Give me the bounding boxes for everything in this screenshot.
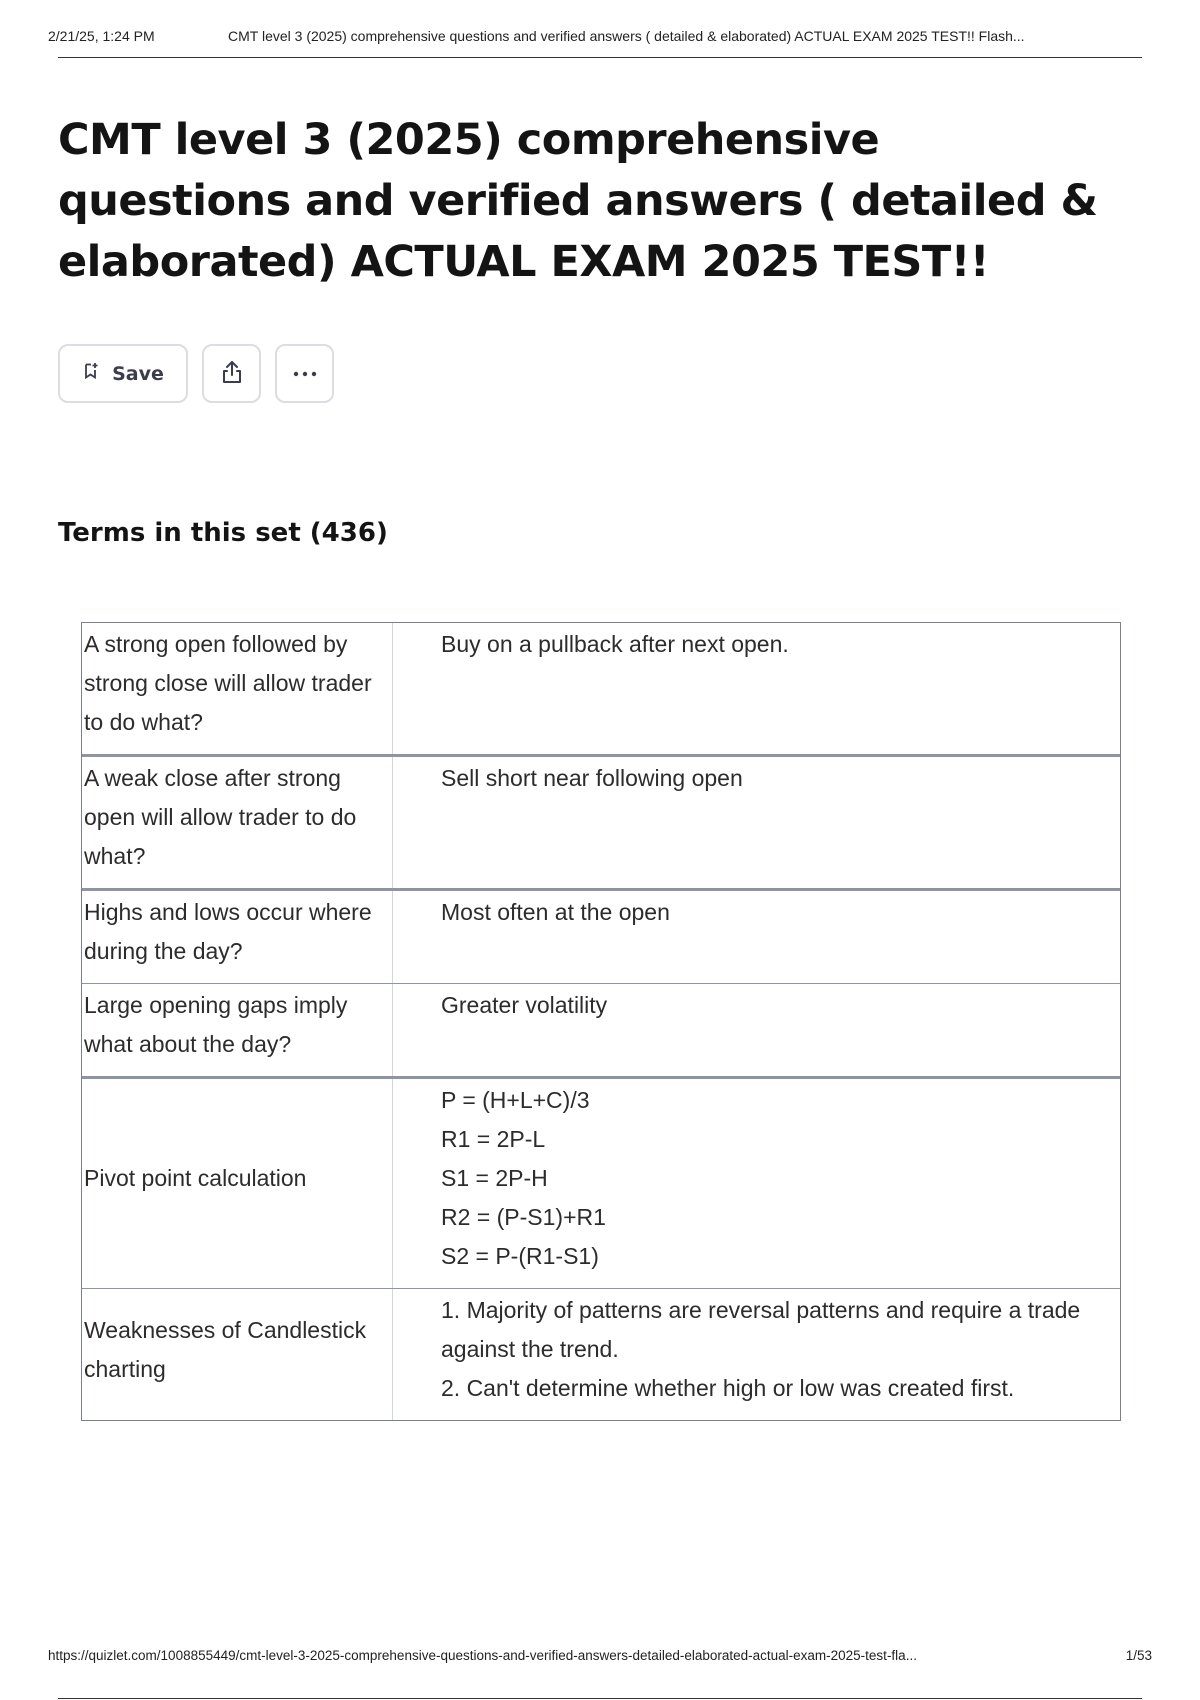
term-row bbox=[82, 1289, 1120, 1420]
term-row bbox=[82, 891, 1120, 984]
definition-cell bbox=[393, 1289, 1120, 1420]
set-actions bbox=[58, 344, 334, 403]
more-options-button[interactable] bbox=[275, 344, 334, 403]
share-button[interactable] bbox=[202, 344, 261, 403]
term-text: Weaknesses of Candlestick charting bbox=[84, 1316, 367, 1382]
definition-cell bbox=[393, 1079, 1120, 1288]
term-cell bbox=[82, 1289, 393, 1420]
definition-line: P = (H+L+C)/3 bbox=[441, 1087, 590, 1113]
definition-line: 2. Can't determine whether high or low was created first. bbox=[441, 1375, 1015, 1401]
terms-table bbox=[81, 622, 1121, 1421]
term-text: Highs and lows occur where during the day? bbox=[84, 899, 372, 964]
definition-text: Sell short near following open bbox=[441, 765, 743, 791]
definition-line: S1 = 2P-H bbox=[441, 1165, 548, 1191]
print-footer bbox=[48, 1648, 1152, 1663]
save-button[interactable] bbox=[58, 344, 188, 403]
print-datetime: 2/21/25, 1:24 PM bbox=[48, 28, 155, 44]
term-cell bbox=[82, 984, 393, 1076]
share-icon bbox=[218, 358, 246, 389]
term-cell bbox=[82, 891, 393, 983]
definition-cell bbox=[393, 891, 1120, 983]
definition-line: R2 = (P-S1)+R1 bbox=[441, 1204, 606, 1230]
definition-cell bbox=[393, 757, 1120, 888]
term-text: A weak close after strong open will allow trader to do what? bbox=[84, 765, 357, 869]
term-text: A strong open followed by strong close will allow trader to do what? bbox=[84, 631, 372, 735]
terms-count-heading: Terms in this set (436) bbox=[58, 518, 388, 548]
term-text: Pivot point calculation bbox=[84, 1165, 307, 1191]
term-row bbox=[82, 757, 1120, 891]
definition-line: R1 = 2P-L bbox=[441, 1126, 546, 1152]
definition-cell bbox=[393, 984, 1120, 1076]
term-row bbox=[82, 1079, 1120, 1289]
term-cell bbox=[82, 623, 393, 754]
definition-text: Buy on a pullback after next open. bbox=[441, 631, 789, 657]
save-button-label: Save bbox=[112, 362, 164, 385]
definition-text: Greater volatility bbox=[441, 992, 608, 1018]
save-icon bbox=[82, 362, 100, 385]
header-divider bbox=[58, 57, 1142, 58]
more-icon bbox=[291, 366, 319, 381]
term-row bbox=[82, 984, 1120, 1079]
term-text: Large opening gaps imply what about the day? bbox=[84, 992, 348, 1057]
term-cell bbox=[82, 757, 393, 888]
definition-line: S2 = P-(R1-S1) bbox=[441, 1243, 599, 1269]
page-title: CMT level 3 (2025) comprehensive questions and verified answers ( detailed & elaborated) ACTUAL EXAM 2025 TEST!! bbox=[58, 115, 1098, 287]
print-document-title: CMT level 3 (2025) comprehensive questions and verified answers ( detailed & elaborated) ACTUAL EXAM 2025 TEST!! Flash... bbox=[228, 28, 1025, 44]
page-url: https://quizlet.com/1008855449/cmt-level-3-2025-comprehensive-questions-and-verified-answers-detailed-elaborated-actual-exam-2025-test-fla... bbox=[48, 1648, 917, 1663]
definition-text: Most often at the open bbox=[441, 899, 670, 925]
footer-divider bbox=[58, 1698, 1142, 1699]
page-number: 1/53 bbox=[1125, 1648, 1152, 1663]
definition-cell bbox=[393, 623, 1120, 754]
print-header bbox=[48, 28, 1152, 58]
term-row bbox=[82, 623, 1120, 757]
definition-line: 1. Majority of patterns are reversal patterns and require a trade against the trend. bbox=[441, 1297, 1081, 1362]
term-cell bbox=[82, 1079, 393, 1288]
